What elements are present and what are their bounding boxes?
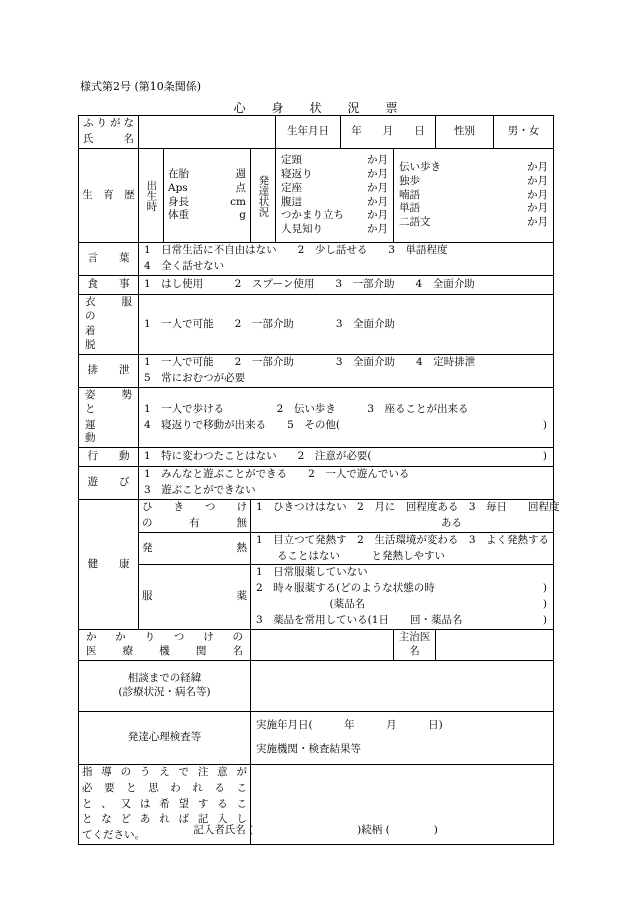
milestone-unit: か月 xyxy=(527,188,549,201)
birth-measurements-cell[interactable] xyxy=(164,149,251,243)
play-label-cell xyxy=(79,467,139,500)
background-label-line-2: (診療状況・病名等) xyxy=(118,685,211,698)
play-options-cell[interactable] xyxy=(139,467,554,500)
birth-item-row xyxy=(164,168,250,182)
milestone-name: 独歩 xyxy=(399,174,421,187)
medication-options-cell[interactable] xyxy=(251,565,554,629)
posture-other-close-paren: ) xyxy=(542,418,548,431)
milestone-row xyxy=(276,223,393,237)
medication-line-3-close-paren: ) xyxy=(542,598,548,611)
seizure-label-line-1: ひきつけ xyxy=(142,501,247,514)
health-label-cell xyxy=(79,500,139,630)
background-label-line-1: 相談までの経緯 xyxy=(127,672,202,685)
milestone-unit: か月 xyxy=(527,174,549,187)
birth-item-row xyxy=(164,209,250,223)
toilet-label-cell xyxy=(79,355,139,388)
medication-option-line-3-text: (薬品名 xyxy=(256,598,366,611)
milestone-row xyxy=(276,168,393,182)
page-title: 心 身 状 況 票 xyxy=(233,101,405,115)
milestone-name: 単語 xyxy=(399,202,421,215)
medication-label-cell xyxy=(139,565,251,629)
birth-label-cell xyxy=(139,149,164,243)
meal-label: 食 事 xyxy=(87,277,130,290)
development-status-label-cell xyxy=(251,149,276,243)
play-row xyxy=(79,467,554,500)
posture-option-line-1: 1 一人で歩ける 2 伝い歩き 3 座ることが出来る xyxy=(144,402,469,415)
milestone-name: 定頸 xyxy=(281,153,303,166)
dressing-label-line-2: 着 脱 xyxy=(85,325,127,352)
toilet-options-cell[interactable] xyxy=(139,355,554,388)
milestone-unit: か月 xyxy=(367,195,389,208)
medication-option-line-3 xyxy=(251,597,553,613)
speech-option-line-1: 1 日常生活に不自由はない 2 少し話せる 3 単語程度 xyxy=(144,244,448,256)
birth-item-unit: 点 xyxy=(235,181,246,194)
meal-options-cell[interactable] xyxy=(139,275,554,294)
medication-line-4-close-paren: ) xyxy=(542,614,548,627)
psych-test-row xyxy=(79,711,554,764)
medication-line-2-close-paren: ) xyxy=(542,582,548,595)
notes-label-line-2: 必要と思われるこ xyxy=(82,781,247,794)
birth-measurements-subtable xyxy=(164,168,250,224)
behavior-option-line-1-text: 1 特に変わつたことはない 2 注意が必要( xyxy=(144,450,372,463)
milestone-name: 人見知り xyxy=(281,223,324,236)
medication-label: 服 薬 xyxy=(142,590,247,603)
birth-item-name: 在胎 xyxy=(168,167,189,180)
gender-value-cell[interactable] xyxy=(494,116,554,149)
relation-close-paren: ) xyxy=(433,824,438,836)
gender-label: 性別 xyxy=(454,125,476,138)
fever-option-line-1: 1 目立つて発熱す 2 生活環境が変わる 3 よく発熱する xyxy=(256,533,550,546)
speech-row xyxy=(79,243,554,276)
dressing-label-cell xyxy=(79,294,143,354)
milestone-row xyxy=(276,209,393,223)
clinic-label-cell xyxy=(79,629,251,660)
health-seizure-row xyxy=(79,500,554,533)
milestone-name: 二語文 xyxy=(399,216,431,229)
birthdate-label: 生年月日 xyxy=(287,125,330,138)
milestone-unit: か月 xyxy=(367,223,389,236)
milestone-name: 伝い歩き xyxy=(399,160,442,173)
development-history-label-cell xyxy=(79,149,139,243)
name-label: 氏 名 xyxy=(83,133,134,145)
birthdate-label-cell xyxy=(276,116,341,149)
play-label: 遊 び xyxy=(87,476,130,489)
dressing-row xyxy=(79,294,554,354)
clinic-value-cell[interactable] xyxy=(251,629,394,660)
speech-label-cell xyxy=(79,243,139,276)
birth-item-name: 身長 xyxy=(168,195,189,208)
meal-label-cell xyxy=(79,275,139,294)
behavior-option-line-1 xyxy=(139,449,553,465)
milestone-unit: か月 xyxy=(367,181,389,194)
milestone-unit: か月 xyxy=(527,216,549,229)
development-history-label: 生 育 歴 xyxy=(82,188,135,201)
background-row xyxy=(79,660,554,711)
milestone-unit: か月 xyxy=(527,202,549,215)
relation-label: 続柄 ( xyxy=(361,824,390,836)
writer-name-label: 記入者氏名 ( xyxy=(193,824,254,836)
speech-options-cell[interactable] xyxy=(139,243,554,276)
psych-test-line-2: 実施機関・検査結果等 xyxy=(256,742,361,755)
seizure-label-cell xyxy=(139,500,251,533)
milestone-name: 喃語 xyxy=(399,188,421,201)
play-option-line-2: 3 遊ぶことができない xyxy=(144,484,256,497)
milestone-unit: か月 xyxy=(527,160,549,173)
milestone-unit: か月 xyxy=(367,153,389,166)
clinic-label-line-1: か か り つ け の xyxy=(86,631,243,644)
posture-label-cell xyxy=(79,387,143,447)
posture-row xyxy=(79,387,554,447)
fever-option-line-2: ることはない と発熱しやすい xyxy=(256,549,445,562)
birth-item-row xyxy=(164,182,250,196)
toilet-row xyxy=(79,355,554,388)
speech-label: 言 葉 xyxy=(87,251,130,264)
posture-option-line-2-text: 4 寝返りで移動が出来る 5 その他( xyxy=(144,418,340,431)
footer-signature-line xyxy=(78,822,553,837)
furigana-label: ふりがな xyxy=(83,117,134,130)
health-label: 健 康 xyxy=(87,557,130,570)
birth-item-name: 体重 xyxy=(168,209,189,222)
medication-option-line-4-text: 3 薬品を常用している(1日 回・薬品名 xyxy=(256,614,463,627)
milestone-name: 寝返り xyxy=(281,167,313,180)
clinic-row xyxy=(79,629,554,660)
milestone-name: つかまり立ち xyxy=(281,209,345,222)
seizure-label-line-2: の 有 無 xyxy=(142,516,247,529)
medication-option-line-4 xyxy=(251,613,553,629)
fever-options-cell[interactable] xyxy=(251,532,554,565)
posture-option-line-2 xyxy=(139,418,553,434)
background-value-cell[interactable] xyxy=(251,660,554,711)
milestone-row xyxy=(276,196,393,210)
name-input-cell[interactable] xyxy=(139,116,276,149)
medication-option-line-2 xyxy=(251,581,553,597)
psych-test-value-cell[interactable] xyxy=(251,711,554,764)
identity-row xyxy=(79,116,554,149)
behavior-options-cell[interactable] xyxy=(139,448,554,467)
fever-label: 発 熱 xyxy=(142,541,247,554)
posture-options-cell[interactable] xyxy=(139,387,554,447)
medication-option-line-1: 1 日常服薬していない xyxy=(256,566,368,579)
milestone-row xyxy=(276,182,393,196)
health-medication-row xyxy=(79,565,554,629)
posture-label-line-1: 姿 勢 と xyxy=(85,388,143,415)
birth-item-unit: cm xyxy=(230,195,246,208)
notes-label-line-3: と、又は希望するこ xyxy=(82,797,247,810)
psych-test-label-cell xyxy=(79,711,251,764)
behavior-close-paren: ) xyxy=(542,450,548,463)
doctor-label: 主治医名 xyxy=(398,631,431,657)
birth-item-row xyxy=(164,196,250,210)
milestone-name: 定座 xyxy=(281,181,303,194)
notes-label-line-5: てください。 xyxy=(82,829,145,842)
birthdate-value: 年 月 日 xyxy=(351,125,425,138)
toilet-option-line-1: 1 一人で可能 2 一部介助 3 全面介助 4 定時排泄 xyxy=(144,356,476,369)
dressing-option-line-1: 1 一人で可能 2 一部介助 3 全面介助 xyxy=(144,317,396,330)
fever-label-cell xyxy=(139,532,251,565)
development-status-label: 発達状況 xyxy=(257,174,270,217)
notes-label-line-4: となどあれば記入し xyxy=(82,813,247,826)
health-fever-row xyxy=(79,532,554,565)
birth-item-name: Aps xyxy=(168,181,188,194)
birth-item-unit: 週 xyxy=(235,167,246,180)
behavior-row xyxy=(79,448,554,467)
psych-test-line-1: 実施年月日( 年 月 日) xyxy=(256,719,443,732)
milestone-name: 腹這 xyxy=(281,195,303,208)
birth-label: 出生時 xyxy=(145,179,158,212)
milestone-row xyxy=(276,154,393,168)
gender-label-cell xyxy=(436,116,494,149)
clinic-label-line-2: 医 療 機 関 名 xyxy=(86,644,243,657)
birth-item-unit: g xyxy=(239,209,246,222)
milestone-unit: か月 xyxy=(367,167,389,180)
writer-name-close-paren: ) xyxy=(357,824,362,836)
toilet-option-line-2: 5 常におむつが必要 xyxy=(144,372,246,385)
milestone-row xyxy=(394,161,553,175)
milestone-unit: か月 xyxy=(367,209,389,222)
meal-option-line-1: 1 はし使用 2 スプーン使用 3 一部介助 4 全面介助 xyxy=(144,277,475,290)
speech-option-line-2: 4 全く話せない xyxy=(144,259,225,272)
seizure-option-line-1: 1 ひきつけはない 2 月に 回程度ある 3 毎日 回程度 xyxy=(256,501,560,514)
play-option-line-1: 1 みんなと遊ぶことができる 2 一人で遊んでいる xyxy=(144,468,410,481)
medication-option-line-2-text: 2 時々服薬する(どのような状態の時 xyxy=(256,582,435,595)
gender-value: 男・女 xyxy=(507,125,540,138)
milestone-row xyxy=(394,175,553,189)
milestone-row xyxy=(394,216,553,230)
toilet-label: 排 泄 xyxy=(87,364,130,377)
shinshin-joukyou-table xyxy=(78,115,560,845)
psych-test-label: 発達心理検査等 xyxy=(127,730,202,743)
milestones-right-cell[interactable] xyxy=(394,149,554,243)
meal-row xyxy=(79,275,554,294)
doctor-label-cell xyxy=(394,629,436,660)
dressing-options-cell[interactable] xyxy=(139,294,554,354)
posture-label-line-2: 運 動 xyxy=(85,418,127,445)
milestone-row xyxy=(394,189,553,203)
seizure-options-cell[interactable] xyxy=(251,500,560,533)
milestones-left-cell[interactable] xyxy=(276,149,394,243)
background-label-cell xyxy=(79,660,251,711)
milestone-row xyxy=(394,202,553,216)
behavior-label-cell xyxy=(79,448,139,467)
notes-label-line-1: 指導のうえで注意が xyxy=(82,765,247,778)
behavior-label: 行 動 xyxy=(87,450,130,463)
seizure-option-line-2: ある xyxy=(441,516,462,529)
doctor-value-cell[interactable] xyxy=(436,629,554,660)
name-label-cell xyxy=(79,116,139,149)
birthdate-input-cell[interactable] xyxy=(341,116,436,149)
development-history-row xyxy=(79,149,554,243)
form-number: 様式第2号 (第10条関係) xyxy=(80,80,202,93)
dressing-label-line-1: 衣 服 の xyxy=(85,295,143,322)
